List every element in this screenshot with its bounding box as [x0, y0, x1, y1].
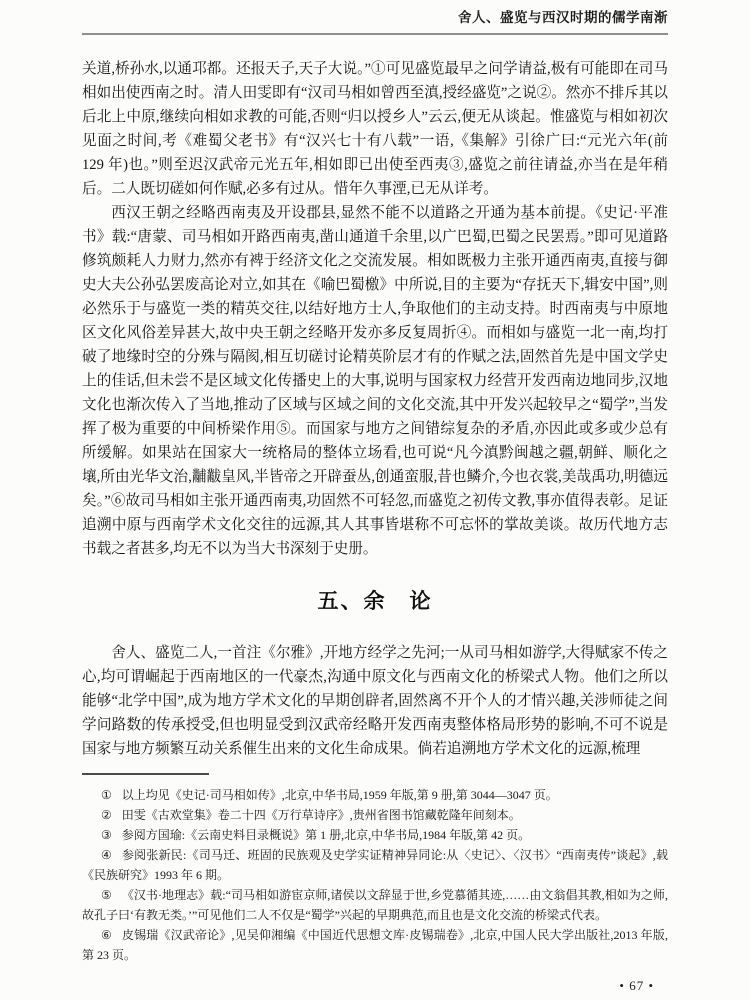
footnote-text: 田雯《古欢堂集》卷二十四《万行草诗序》,贵州省图书馆藏乾隆年间刻本。: [121, 808, 521, 822]
footnote-list: [82, 785, 668, 965]
footnote-marker: ⑥: [101, 928, 112, 942]
running-head-title: 舍人、盛览与西汉时期的儒学南渐: [458, 10, 668, 25]
page-number: • 67 •: [619, 978, 654, 993]
footnote-item: [82, 785, 668, 805]
footnote-area: [82, 773, 668, 965]
footnote-marker: ④: [101, 848, 112, 862]
footnote-item: [82, 925, 668, 965]
footnote-text: 参阅方国瑜:《云南史料目录概说》第 1 册,北京,中华书局,1984 年版,第 42 页。: [121, 828, 531, 842]
footnote-text: 参阅张新民:《司马迁、班固的民族观及史学实证精神异同论:从〈史记〉、〈汉书〉“西南夷传”谈起》,载《民族研究》1993 年 6 期。: [82, 848, 668, 882]
footnote-marker: ①: [101, 788, 112, 802]
footnote-text: 以上均见《史记·司马相如传》,北京,中华书局,1959 年版,第 9 册,第 3044—3047 页。: [121, 788, 558, 802]
footnote-text: 《汉书·地理志》载:“司马相如游宦京师,诸侯以文辞显于世,乡党慕循其迹,……由文翁倡其教,相如为之师,故孔子曰‘有教无类。’”可见他们二人不仅是“蜀学”兴起的早期典范,而且也是文化交流的桥梁式代表。: [82, 888, 668, 922]
section-heading: 五、余 论: [317, 589, 433, 613]
body-paragraph: 舍人、盛览二人,一首注《尔雅》,开地方经学之先河;一从司马相如游学,大得赋家不传之心,均可谓崛起于西南地区的一代豪杰,沟通中原文化与西南文化的桥梁式人物。他们之所以能够“北学中国”,成为地方学术文化的早期创辟者,固然离不开个人的才情兴趣,关涉师徒之间学问路数的传承授受,但也明显受到汉武帝经略开发西南夷整体格局形势的影响,不可不说是国家与地方频繁互动关系催生出来的文化生命成果。倘若追溯地方学术文化的远源,梳理: [82, 645, 668, 757]
footnote-marker: ③: [101, 828, 112, 842]
running-head: [82, 9, 668, 35]
footnote-separator-rule: [82, 773, 209, 775]
header-rule: [82, 33, 668, 35]
footnote-item: [82, 885, 668, 925]
body-paragraph: 西汉王朝之经略西南夷及开设郡县,显然不能不以道路之开通为基本前提。《史记·平准书》载:“唐蒙、司马相如开路西南夷,凿山通道千余里,以广巴蜀,巴蜀之民罢焉。”即可见道路修筑颇耗人力财力,然亦有裨于经济文化之交流发展。相如既极力主张开通西南夷,直接与御史大夫公孙弘罢废高论对立,如其在《喻巴蜀檄》中所说,目的主要为“存抚天下,辑安中国”,则必然乐于与盛览一类的精英交往,以结好地方士人,争取他们的主动支持。时西南夷与中原地区文化风俗差异甚大,故中央王朝之经略开发亦多反复周折④。而相如与盛览一北一南,均打破了地缘时空的分殊与隔阂,相互切磋讨论精英阶层才有的作赋之法,固然首先是中国文学史上的佳话,但未尝不是区域文化传播史上的大事,说明与国家权力经营开发西南边地同步,汉地文化也渐次传入了当地,推动了区域与区域之间的文化交流,其中开发兴起较早之“蜀学”,当发挥了极为重要的中间桥梁作用⑤。而国家与地方之间错综复杂的矛盾,亦因此或多或少总有所缓解。如果站在国家大一统格局的整体立场看,也可说“凡今滇黔闽越之疆,朝鲜、顺化之壤,所由光华文治,黼黻皇风,半皆帝之开辟蚕丛,创通蛮服,昔也鳞介,今也衣裳,美哉禹功,明德远矣。”⑥故司马相如主张开通西南夷,功固然不可轻忽,而盛览之初传文教,事亦值得表彰。足证追溯中原与西南学术文化交往的远源,其人其事皆堪称不可忘怀的掌故美谈。故历代地方志书载之者甚多,均无不以为当大书深刻于史册。: [82, 205, 668, 557]
footnote-marker: ⑤: [101, 888, 112, 902]
footnote-marker: ②: [101, 808, 112, 822]
footnote-item: [82, 845, 668, 885]
body-paragraph-continued: 关道,桥孙水,以通邛都。还报天子,天子大说。”①可见盛览最早之问学请益,极有可能即在司马相如出使西南之时。清人田雯即有“汉司马相如曾西至滇,授经盛览”之说②。然亦不排斥其以后北上中原,继续向相如求教的可能,否则“归以授乡人”云云,便无从谈起。惟盛览与相如初次见面之时间,考《难蜀父老书》有“汉兴七十有八载”一语,《集解》引徐广曰:“元光六年(前 129 年)也。”则至迟汉武帝元光五年,相如即已出使至西夷③,盛览之前往请益,亦当在是年稍后。二人既切磋如何作赋,必多有过从。惜年久事湮,已无从详考。: [82, 61, 668, 197]
article-body: [82, 57, 668, 761]
footnote-text: 皮锡瑞《汉武帝论》,见吴仰湘编《中国近代思想文库·皮锡瑞卷》,北京,中国人民大学出版社,2013 年版,第 23 页。: [82, 928, 668, 962]
footnote-item: [82, 805, 668, 825]
footnote-item: [82, 825, 668, 845]
